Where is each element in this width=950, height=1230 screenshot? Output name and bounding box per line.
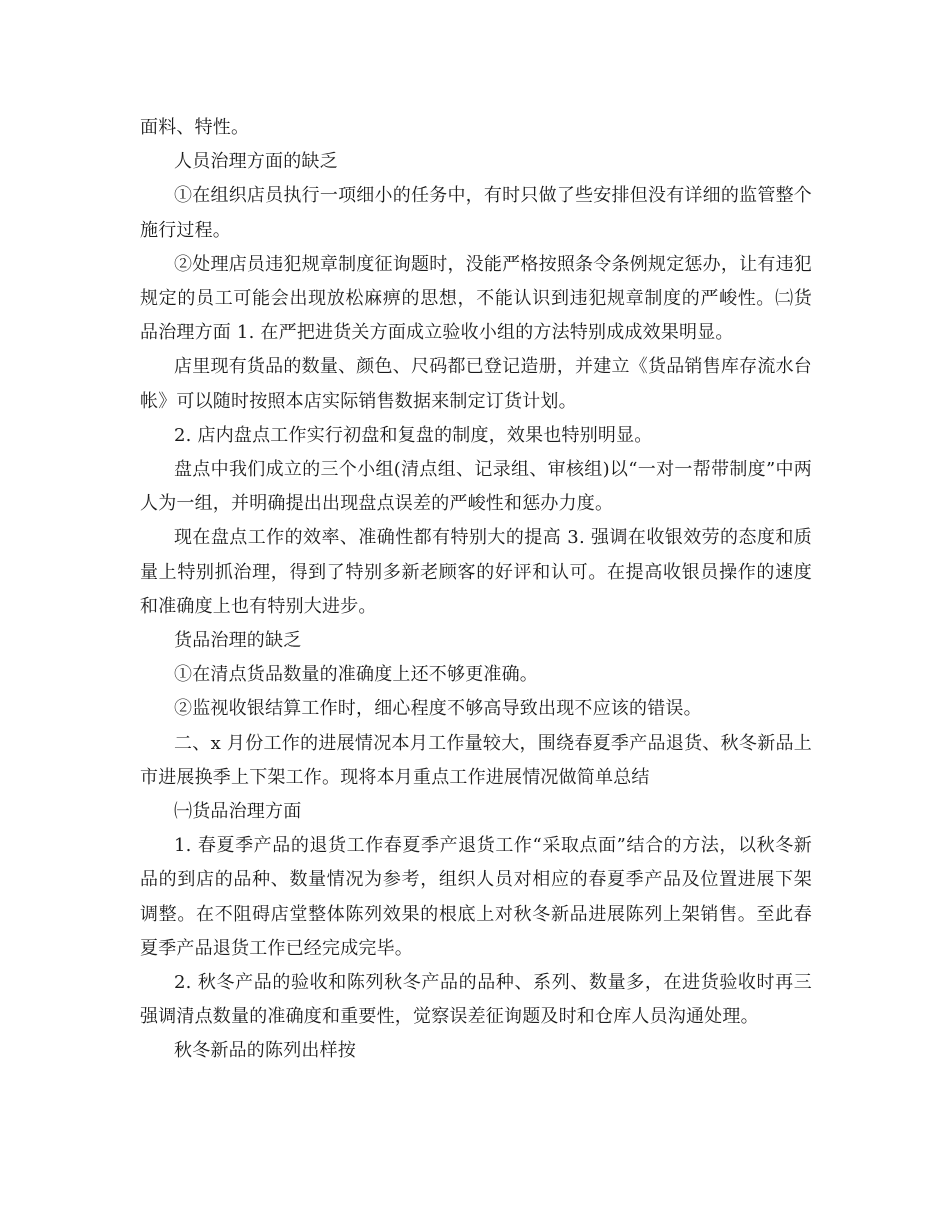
paragraph-16: 秋冬新品的陈列出样按 [174, 1040, 356, 1062]
paragraph-8: 现在盘点工作的效率、准确性都有特别大的提高 3. 强调在收银效劳的态度和质量上特别抓治理，得到了特别多新老顾客的好评和认可。在提高收银员操作的速度和准确度上也有特别大进步。 [140, 527, 812, 617]
paragraph-14: 1. 春夏季产品的退货工作春夏季产退货工作“采取点面”结合的方法，以秋冬新品的到店的品种、数量情况为参考，组织人员对相应的春夏季产品及位置进展下架调整。在不阻碍店堂整体陈列效果的根底上对秋冬新品进展陈列上架销售。至此春夏季产品退货工作已经完成完毕。 [140, 835, 812, 959]
paragraph-13: ㈠货品治理方面 [174, 801, 302, 823]
paragraph-9: 货品治理的缺乏 [174, 630, 302, 652]
paragraph-15: 2. 秋冬产品的验收和陈列秋冬产品的品种、系列、数量多，在进货验收时再三强调清点数量的准确度和重要性，觉察误差征询题及时和仓库人员沟通处理。 [140, 972, 812, 1028]
paragraph-10: ①在清点货品数量的准确度上还不够更准确。 [174, 664, 538, 686]
paragraph-7: 盘点中我们成立的三个小组(清点组、记录组、审核组)以“一对一帮带制度”中两人为一组，并明确提出出现盘点误差的严峻性和惩办力度。 [140, 459, 812, 515]
paragraph-11: ②监视收银结算工作时，细心程度不够高导致出现不应该的错误。 [174, 698, 702, 720]
paragraph-6: 2. 店内盘点工作实行初盘和复盘的制度，效果也特别明显。 [174, 424, 653, 446]
paragraph-12: 二、x 月份工作的进展情况本月工作量较大，围绕春夏季产品退货、秋冬新品上市进展换季上下架工作。现将本月重点工作进展情况做简单总结 [140, 732, 812, 788]
paragraph-1: 面料、特性。 [140, 117, 250, 138]
paragraph-2: 人员治理方面的缺乏 [174, 151, 338, 173]
paragraph-3: ①在组织店员执行一项细小的任务中，有时只做了些安排但没有详细的监管整个施行过程。 [140, 185, 812, 241]
paragraph-5: 店里现有货品的数量、颜色、尺码都已登记造册，并建立《货品销售库存流水台帐》可以随时按照本店实际销售数据来制定订货计划。 [140, 356, 812, 412]
paragraph-4: ②处理店员违犯规章制度征询题时，没能严格按照条令条例规定惩办，让有违犯规定的员工可能会出现放松麻痹的思想，不能认识到违犯规章制度的严峻性。㈡货品治理方面 1. 在严把进货关方面成立验收小组的方法特别成成效果明显。 [140, 253, 812, 344]
document-body [140, 111, 812, 1069]
